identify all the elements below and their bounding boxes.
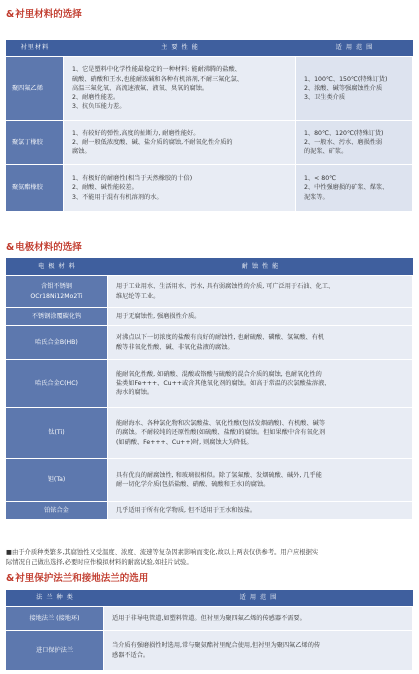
- material-scope: 1、80℃、120℃(特殊订货) 2、一般水、污水、磨损性弱 的泥浆、矿浆。: [296, 121, 413, 165]
- electrode-desc: 用于工业用水、生活用水、污水, 具有弱腐蚀性的介质, 可广泛用于石油、化工、 维尼纶等工业。: [108, 276, 413, 308]
- electrode-name: 哈氏合金B(HB): [6, 326, 108, 360]
- electrode-name: 钽(Ta): [6, 459, 108, 502]
- table-row: [6, 360, 413, 408]
- flange-desc: 适用于非导电管道,如塑料管道。但衬里为聚四氟乙烯的传感器不需要。: [104, 607, 413, 631]
- table-row: [6, 165, 413, 212]
- header-corrosion-resistance: 耐 蚀 性 能: [108, 258, 413, 276]
- header-lining-material: 衬里材料: [6, 40, 64, 57]
- header-main-properties: 主 要 性 能: [64, 40, 296, 57]
- electrode-material-table: [6, 258, 413, 520]
- header-flange-scope: 适 用 范 围: [104, 590, 413, 607]
- electrode-name: 钛(Ti): [6, 408, 108, 459]
- material-name: 聚氨酯橡胶: [6, 165, 64, 212]
- table-row: [6, 631, 413, 671]
- header-flange-type: 法 兰 种 类: [6, 590, 104, 607]
- section-title-electrode: &电极材料的选择: [6, 242, 82, 253]
- electrode-desc: 几乎适用于所有化学物质, 但不适用于王水和铵盐。: [108, 502, 413, 520]
- header-application-range: 适 用 范 围: [296, 40, 413, 57]
- table-row: [6, 121, 413, 165]
- table-row: [6, 502, 413, 520]
- lining-material-table: [6, 40, 413, 212]
- flange-name: 进口保护法兰: [6, 631, 104, 671]
- electrode-desc: 能耐海水、各种氯化物和次氯酸盐、氧化性酸(包括发烟硝酸)、有机酸、碱等 的腐蚀。不耐较纯的还原性酸(如硫酸、盐酸)的腐蚀。但如果酸中含有氧化剂 (如硝酸、Fe+++、Cu++)时, 则腐蚀大为降低。: [108, 408, 413, 459]
- disclaimer-note: ■由于介质种类繁多,其腐蚀性又受温度、浓度、流速等复杂因素影响而变化,故以上两表仅供参考。用户应根据实 际情况自己做出选择,必要时应作模拟材料的耐腐试验,如挂片试验。: [6, 549, 319, 566]
- flange-name: 接地法兰 (接地环): [6, 607, 104, 631]
- table-row: [6, 308, 413, 326]
- material-name: 聚氯丁橡胶: [6, 121, 64, 165]
- flange-desc: 当介质有强磨损性时选用,常与聚氨酯衬里配合使用,但衬里为聚四氟乙烯的传 感器不适合。: [104, 631, 413, 671]
- electrode-desc: 对沸点以下一切浓度的盐酸有良好的耐蚀性, 也耐硫酸、磷酸、氢氟酸、有机 酸等非氧化性酸、碱、非氧化盐液的腐蚀。: [108, 326, 413, 360]
- table-row: [6, 607, 413, 631]
- electrode-name: 不锈钢涂覆碳化钨: [6, 308, 108, 326]
- table-row: [6, 276, 413, 308]
- table-row: [6, 459, 413, 502]
- electrode-desc: 能耐氧化性酸, 如硝酸、混酸或铬酸与硫酸的混合介质的腐蚀, 也耐氧化性的 盐类如Fe+++、Cu++或含其他氧化剂的腐蚀。如高于常温的次氯酸盐溶液、 海水的腐蚀。: [108, 360, 413, 408]
- electrode-desc: 用于无腐蚀性, 强磨损性介质。: [108, 308, 413, 326]
- electrode-desc: 具有优良的耐腐蚀性, 和玻璃很相似。除了氢氟酸、发烟硫酸、碱外, 几乎能 耐一切化学介质(包括盐酸、硝酸、硫酸和王水)的腐蚀。: [108, 459, 413, 502]
- table-row: [6, 57, 413, 121]
- section-title-lining: &衬里材料的选择: [6, 9, 82, 20]
- table-row: [6, 408, 413, 459]
- electrode-name: 含钼不锈钢 OCr18Ni12Mo2Ti: [6, 276, 108, 308]
- material-name: 聚四氟乙烯: [6, 57, 64, 121]
- material-scope: 1、100℃、150℃(特殊订货) 2、浓酸、碱等强腐蚀性介质 3、卫生类介质: [296, 57, 413, 121]
- material-scope: 1、< 80℃ 2、中性强磨损的矿浆、煤浆、 泥浆等。: [296, 165, 413, 212]
- flange-table: [6, 590, 413, 671]
- table-row: [6, 326, 413, 360]
- material-features: 1、它是塑料中化学性能最稳定的一种材料: 能耐沸腾的盐酸、 硫酸、硝酸和王水,也能耐浓碱和各种有机溶剂,不耐三氟化氯、 高温三氟化氧、高流速液氟、液氧、臭氧的腐蚀。 2、耐磨性能差。 3、抗负压能力差。: [64, 57, 296, 121]
- electrode-name: 铂铱合金: [6, 502, 108, 520]
- material-features: 1、有极好的耐磨性(相当于天然橡胶的十倍) 2、耐酸、碱性能较差。 3、不能用于混有有机溶剂的水。: [64, 165, 296, 212]
- section-title-flange: &衬里保护法兰和接地法兰的选用: [6, 573, 149, 584]
- header-electrode-material: 电 极 材 料: [6, 258, 108, 276]
- electrode-name: 哈氏合金C(HC): [6, 360, 108, 408]
- material-features: 1、有较好的弹性,高度的扯断力, 耐磨性能好。 2、耐一般低浓度酸、碱、盐介质的腐蚀,不耐氧化性介质的 腐蚀。: [64, 121, 296, 165]
